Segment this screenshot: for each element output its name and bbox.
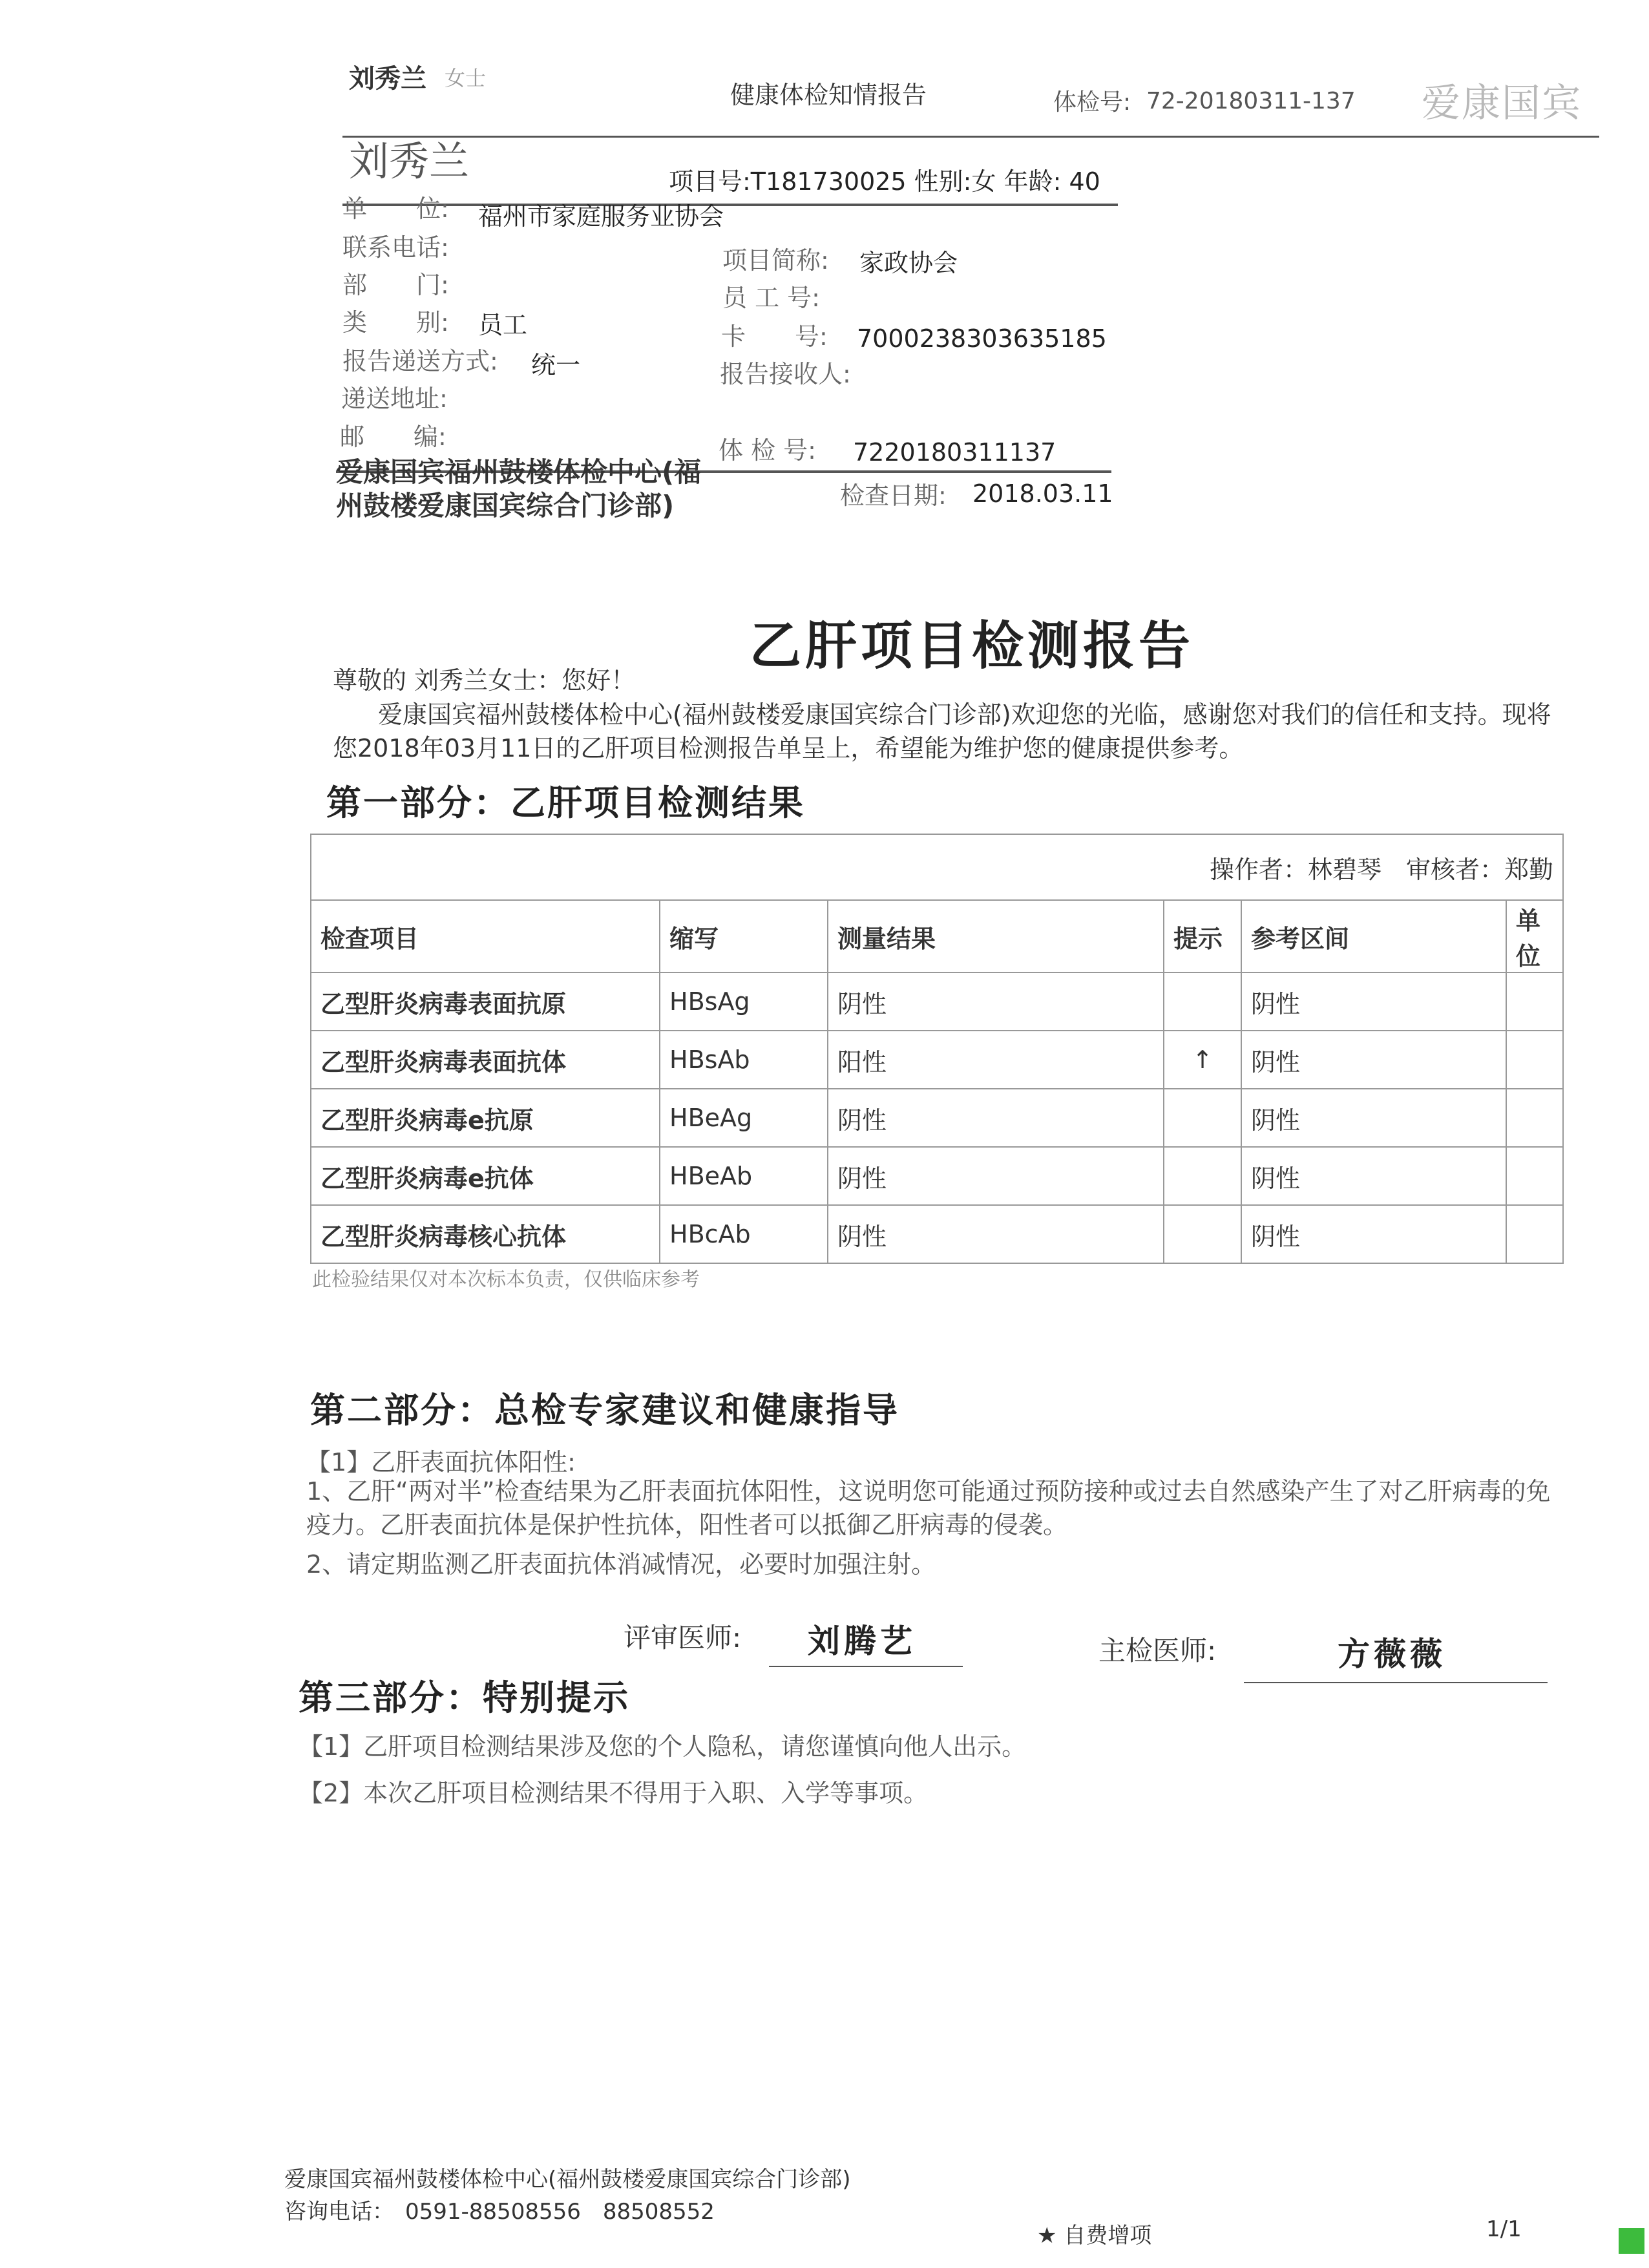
row-ref: 阴性	[1241, 1031, 1506, 1089]
row-result: 阳性	[828, 1031, 1164, 1089]
row-item: 乙型肝炎病毒e抗体	[311, 1147, 660, 1205]
project-abbr-value: 家政协会	[859, 249, 958, 277]
header-divider	[342, 136, 1599, 138]
row-item: 乙型肝炎病毒表面抗体	[311, 1031, 660, 1089]
project-abbr-label: 项目简称:	[722, 246, 829, 275]
card-label: 卡 号:	[721, 322, 828, 351]
project-no-line: 项目号:T181730025 性别:女 年龄: 40	[669, 167, 1100, 196]
patient-divider	[342, 204, 1118, 206]
center-name: 爱康国宾福州鼓楼体检中心(福州鼓楼爱康国宾综合门诊部)	[336, 456, 702, 521]
chief-label: 主检医师:	[1098, 1635, 1217, 1666]
page-number: 1/1	[1486, 2216, 1522, 2242]
part2-point2: 2、请定期监测乙肝表面抗体消减情况，必要时加强注射。	[306, 1550, 936, 1579]
phone-label: 联系电话:	[342, 233, 449, 262]
row-result: 阴性	[828, 1147, 1164, 1205]
unit-value: 福州市家庭服务业协会	[478, 202, 724, 231]
exam-no-value: 7220180311137	[853, 438, 1056, 467]
row-hint	[1164, 1205, 1241, 1263]
category-label: 类 别:	[342, 308, 449, 337]
row-hint	[1164, 1089, 1241, 1147]
row-unit	[1506, 1031, 1563, 1089]
col-header-result: 测量结果	[828, 900, 1164, 972]
delivery-label: 报告递送方式:	[342, 347, 498, 375]
report-title: 乙肝项目检测报告	[750, 615, 1194, 676]
row-unit	[1506, 1147, 1563, 1205]
part2-heading: 第二部分：总检专家建议和健康指导	[310, 1389, 899, 1431]
footer-center-name: 爱康国宾福州鼓楼体检中心(福州鼓楼爱康国宾综合门诊部)	[284, 2167, 851, 2192]
part2-item-title: 【1】乙肝表面抗体阳性:	[306, 1448, 576, 1476]
part2-point1: 1、乙肝“两对半”检查结果为乙肝表面抗体阳性，这说明您可能通过预防接种或过去自然感染产生了对乙肝病毒的免疫力。乙肝表面抗体是保护性抗体，阳性者可以抵御乙肝病毒的侵袭。	[306, 1477, 1551, 1539]
table-row	[311, 972, 1563, 1031]
operator-reviewer: 操作者：林碧琴 审核者：郑勤	[311, 834, 1563, 900]
row-abbr: HBsAb	[660, 1031, 828, 1089]
header-exam-no: 72-20180311-137	[1146, 88, 1356, 114]
footer-phone: 咨询电话： 0591-88508556 88508552	[284, 2199, 715, 2225]
col-header-ref: 参考区间	[1241, 900, 1506, 972]
card-value: 7000238303635185	[857, 324, 1107, 353]
row-result: 阴性	[828, 1089, 1164, 1147]
chief-signature-line	[1244, 1682, 1548, 1683]
header-doc-title: 健康体检知情报告	[730, 81, 927, 109]
receiver-label: 报告接收人:	[720, 360, 851, 388]
chief-signature: 方薇薇	[1338, 1635, 1446, 1673]
part3-tip1: 【1】乙肝项目检测结果涉及您的个人隐私，请您谨慎向他人出示。	[299, 1732, 1027, 1761]
row-result: 阴性	[828, 1205, 1164, 1263]
row-abbr: HBeAg	[660, 1089, 828, 1147]
up-arrow-icon: ↑	[1164, 1031, 1241, 1089]
intro-paragraph: 爱康国宾福州鼓楼体检中心(福州鼓楼爱康国宾综合门诊部)欢迎您的光临，感谢您对我们的信任和支持。现将您2018年03月11日的乙肝项目检测报告单呈上，希望能为维护您的健康提供参考。	[333, 700, 1551, 762]
reviewer-label: 评审医师:	[624, 1622, 742, 1654]
col-header-hint: 提示	[1164, 900, 1241, 972]
row-ref: 阴性	[1241, 1147, 1506, 1205]
table-row	[311, 1089, 1563, 1147]
col-header-item: 检查项目	[311, 900, 660, 972]
table-row	[311, 1205, 1563, 1263]
table-header-row	[311, 900, 1563, 972]
brand-logo-text: 爱康国宾	[1422, 81, 1582, 126]
row-abbr: HBeAb	[660, 1147, 828, 1205]
row-ref: 阴性	[1241, 1089, 1506, 1147]
greeting: 尊敬的 刘秀兰女士：您好！	[333, 666, 636, 695]
header-patient-name: 刘秀兰	[349, 64, 426, 94]
exam-no-label: 体 检 号:	[719, 436, 816, 465]
row-ref: 阴性	[1241, 1205, 1506, 1263]
reviewer-signature: 刘腾艺	[808, 1622, 916, 1660]
col-header-abbr: 缩写	[660, 900, 828, 972]
row-result: 阴性	[828, 972, 1164, 1031]
footer-self-pay: ★ 自费增项	[1037, 2223, 1152, 2249]
patient-big-name: 刘秀兰	[349, 138, 470, 185]
part1-heading: 第一部分：乙肝项目检测结果	[326, 782, 805, 823]
row-abbr: HBcAb	[660, 1205, 828, 1263]
col-header-unit: 单位	[1506, 900, 1563, 972]
table-signature-row	[311, 834, 1563, 900]
exam-date-value: 2018.03.11	[972, 479, 1113, 508]
postcode-label: 邮 编:	[340, 423, 446, 451]
category-value: 员工	[478, 311, 528, 339]
employee-no-label: 员 工 号:	[722, 284, 820, 312]
header-title-suffix: 女士	[445, 66, 487, 90]
table-row	[311, 1147, 1563, 1205]
corner-badge	[1619, 2228, 1644, 2254]
exam-date-label: 检查日期:	[840, 481, 947, 510]
row-hint	[1164, 972, 1241, 1031]
row-item: 乙型肝炎病毒e抗原	[311, 1089, 660, 1147]
reviewer-signature-line	[769, 1666, 963, 1667]
row-abbr: HBsAg	[660, 972, 828, 1031]
unit-label: 单 位:	[342, 194, 449, 223]
dept-label: 部 门:	[342, 271, 449, 299]
table-footnote: 此检验结果仅对本次标本负责，仅供临床参考	[312, 1268, 700, 1291]
row-unit	[1506, 1205, 1563, 1263]
table-row	[311, 1031, 1563, 1089]
row-item: 乙型肝炎病毒核心抗体	[311, 1205, 660, 1263]
row-hint	[1164, 1147, 1241, 1205]
row-unit	[1506, 972, 1563, 1031]
address-label: 递送地址:	[341, 384, 448, 413]
header-exam-no-label: 体检号:	[1053, 89, 1131, 116]
results-table	[310, 834, 1564, 1264]
row-unit	[1506, 1089, 1563, 1147]
part3-tip2: 【2】本次乙肝项目检测结果不得用于入职、入学等事项。	[299, 1779, 929, 1807]
row-item: 乙型肝炎病毒表面抗原	[311, 972, 660, 1031]
row-ref: 阴性	[1241, 972, 1506, 1031]
part3-heading: 第三部分：特别提示	[299, 1677, 630, 1718]
delivery-value: 统一	[531, 351, 581, 379]
